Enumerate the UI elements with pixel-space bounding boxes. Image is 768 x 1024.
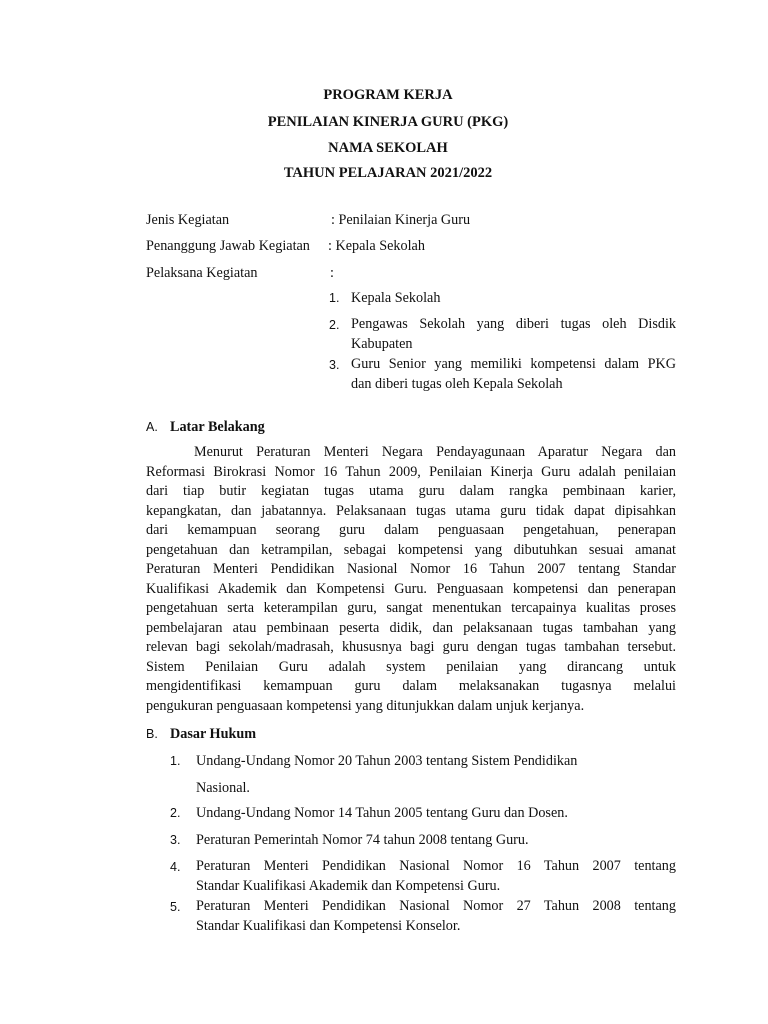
title-nama-sekolah: NAMA SEKOLAH xyxy=(328,140,448,156)
latar-belakang-paragraph xyxy=(146,443,676,716)
jenis-kegiatan-value: : Penilaian Kinerja Guru xyxy=(331,212,471,228)
dasar-hukum-item-text xyxy=(196,897,676,936)
pelaksana-item-line: dan diberi tugas oleh Kepala Sekolah xyxy=(351,375,563,392)
paragraph-line: mengidentifikasi kemampuan guru dalam melaksanakan tugasnya melalui xyxy=(146,678,676,694)
section-a-heading: Latar Belakang xyxy=(170,419,265,435)
paragraph-line: dari tiap butir kegiatan tugas utama guru dalam rangka pembinaan karier, xyxy=(146,483,676,499)
penanggung-jawab-value: : Kepala Sekolah xyxy=(328,238,425,254)
paragraph-line: Peraturan Menteri Pendidikan Nasional Nomor 16 Tahun 2007 tentang Standar xyxy=(146,561,676,577)
pelaksana-item-number: 3. xyxy=(329,358,340,372)
paragraph-line: relevan bagi sekolah/madrasah, khususnya bagi guru dengan tugas tambahan tersebut. xyxy=(146,639,676,655)
dasar-hukum-item-text xyxy=(196,857,676,896)
pelaksana-item-line: Kabupaten xyxy=(351,335,413,352)
dasar-hukum-item-text: Undang-Undang Nomor 14 Tahun 2005 tentang Guru dan Dosen. xyxy=(196,805,568,821)
dasar-hukum-item-text: Undang-Undang Nomor 20 Tahun 2003 tentang Sistem Pendidikan xyxy=(196,753,578,769)
paragraph-line: pengetahuan serta keterampilan guru, sangat menentukan tercapainya kualitas proses xyxy=(146,600,676,616)
dasar-hukum-line: Peraturan Menteri Pendidikan Nasional Nomor 27 Tahun 2008 tentang xyxy=(196,898,676,914)
dasar-hukum-item-number: 4. xyxy=(170,860,181,874)
paragraph-line: dari kemampuan seorang guru dalam penguasaan pengetahuan, penerapan xyxy=(146,522,676,538)
dasar-hukum-line: Standar Kualifikasi dan Kompetensi Konselor. xyxy=(196,917,461,934)
pelaksana-item-text: Kepala Sekolah xyxy=(351,290,441,306)
paragraph-line: Sistem Penilaian Guru adalah system penilaian yang dirancang untuk xyxy=(146,658,676,675)
pelaksana-item-text xyxy=(351,315,676,354)
title-program-kerja: PROGRAM KERJA xyxy=(323,87,453,103)
penanggung-jawab-label: Penanggung Jawab Kegiatan xyxy=(146,238,310,254)
paragraph-line: Reformasi Birokrasi Nomor 16 Tahun 2009, Penilaian Kinerja Guru adalah penilaian xyxy=(146,463,676,480)
section-b-heading: Dasar Hukum xyxy=(170,726,257,742)
pelaksana-item-number: 2. xyxy=(329,318,340,332)
paragraph-line: Menurut Peraturan Menteri Negara Pendayagunaan Aparatur Negara dan xyxy=(194,444,676,460)
paragraph-line: kepangkatan, dan jabatannya. Pelaksanaan tugas utama guru tidak dapat dipisahkan xyxy=(146,502,676,519)
dasar-hukum-line: Peraturan Menteri Pendidikan Nasional Nomor 16 Tahun 2007 tentang xyxy=(196,858,676,874)
section-a-letter: A. xyxy=(146,420,158,434)
paragraph-line: pembelajaran atau pembinaan peserta didik, dan pelaksanaan tugas tambahan yang xyxy=(146,619,676,636)
pelaksana-kegiatan-label: Pelaksana Kegiatan xyxy=(146,265,258,281)
paragraph-line: Kualifikasi Akademik dan Kompetensi Guru. Penguasaan kompetensi dan penerapan xyxy=(146,580,676,597)
title-tahun-pelajaran: TAHUN PELAJARAN 2021/2022 xyxy=(283,165,493,181)
dasar-hukum-item-number: 1. xyxy=(170,754,181,768)
title-pkg: PENILAIAN KINERJA GURU (PKG) xyxy=(267,114,509,130)
dasar-hukum-item-text: Peraturan Pemerintah Nomor 74 tahun 2008 tentang Guru. xyxy=(196,832,529,848)
pelaksana-item-number: 1. xyxy=(329,291,340,305)
pelaksana-item-line: Guru Senior yang memiliki kompetensi dalam PKG xyxy=(351,356,676,372)
section-b-letter: B. xyxy=(146,727,158,741)
jenis-kegiatan-label: Jenis Kegiatan xyxy=(146,212,230,228)
pelaksana-item-line: Pengawas Sekolah yang diberi tugas oleh Disdik xyxy=(351,316,676,332)
paragraph-line: pengukuran penguasaan kompetensi yang ditunjukkan dalam unjuk kerjanya. xyxy=(146,697,585,714)
pelaksana-kegiatan-colon: : xyxy=(330,265,334,281)
dasar-hukum-item-number: 5. xyxy=(170,900,181,914)
dasar-hukum-item-text: Nasional. xyxy=(196,780,250,796)
paragraph-line: pengetahuan dan ketrampilan, sebagai kompetensi yang dibutuhkan sesuai amanat xyxy=(146,541,676,558)
dasar-hukum-item-number: 3. xyxy=(170,833,181,847)
dasar-hukum-item-number: 2. xyxy=(170,806,181,820)
dasar-hukum-line: Standar Kualifikasi Akademik dan Kompetensi Guru. xyxy=(196,877,501,894)
pelaksana-item-text xyxy=(351,355,676,394)
